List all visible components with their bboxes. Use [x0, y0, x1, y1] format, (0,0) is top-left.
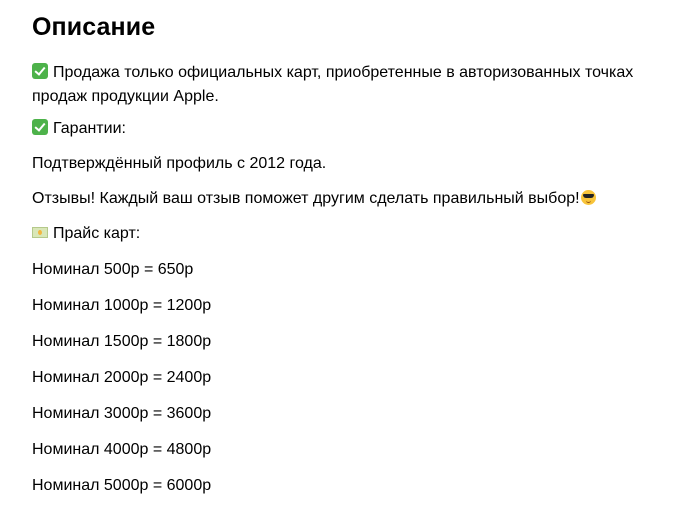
- reviews-paragraph: [32, 187, 662, 211]
- price-row-1000: Номинал 1000р = 1200р: [32, 297, 212, 314]
- banknote-icon: [32, 227, 48, 238]
- check-mark-icon: [32, 63, 48, 79]
- price-row-2000: Номинал 2000р = 2400р: [32, 369, 212, 386]
- check-mark-icon: [32, 119, 48, 135]
- price-list-heading: [32, 222, 662, 246]
- intro-line-2: продаж продукции Apple.: [32, 88, 219, 105]
- price-row-500: Номинал 500р = 650р: [32, 261, 194, 278]
- price-list-label: Прайс карт:: [53, 225, 141, 242]
- price-row-4000: Номинал 4000р = 4800р: [32, 441, 212, 458]
- page-title: Описание: [32, 13, 156, 41]
- price-row-1500: Номинал 1500р = 1800р: [32, 333, 212, 350]
- price-row-5000: Номинал 5000р = 6000р: [32, 477, 212, 494]
- sunglasses-face-icon: [581, 190, 596, 205]
- guarantees-label: Гарантии:: [53, 120, 126, 137]
- intro-paragraph: [32, 61, 662, 109]
- guarantees-heading: [32, 117, 662, 141]
- description-section: [32, 10, 662, 498]
- price-row-3000: Номинал 3000р = 3600р: [32, 405, 212, 422]
- verified-profile-text: Подтверждённый профиль с 2012 года.: [32, 155, 327, 172]
- reviews-text: Отзывы! Каждый ваш отзыв поможет другим сделать правильный выбор!: [32, 190, 580, 207]
- intro-line-1: Продажа только официальных карт, приобретенные в авторизованных точках: [53, 64, 634, 81]
